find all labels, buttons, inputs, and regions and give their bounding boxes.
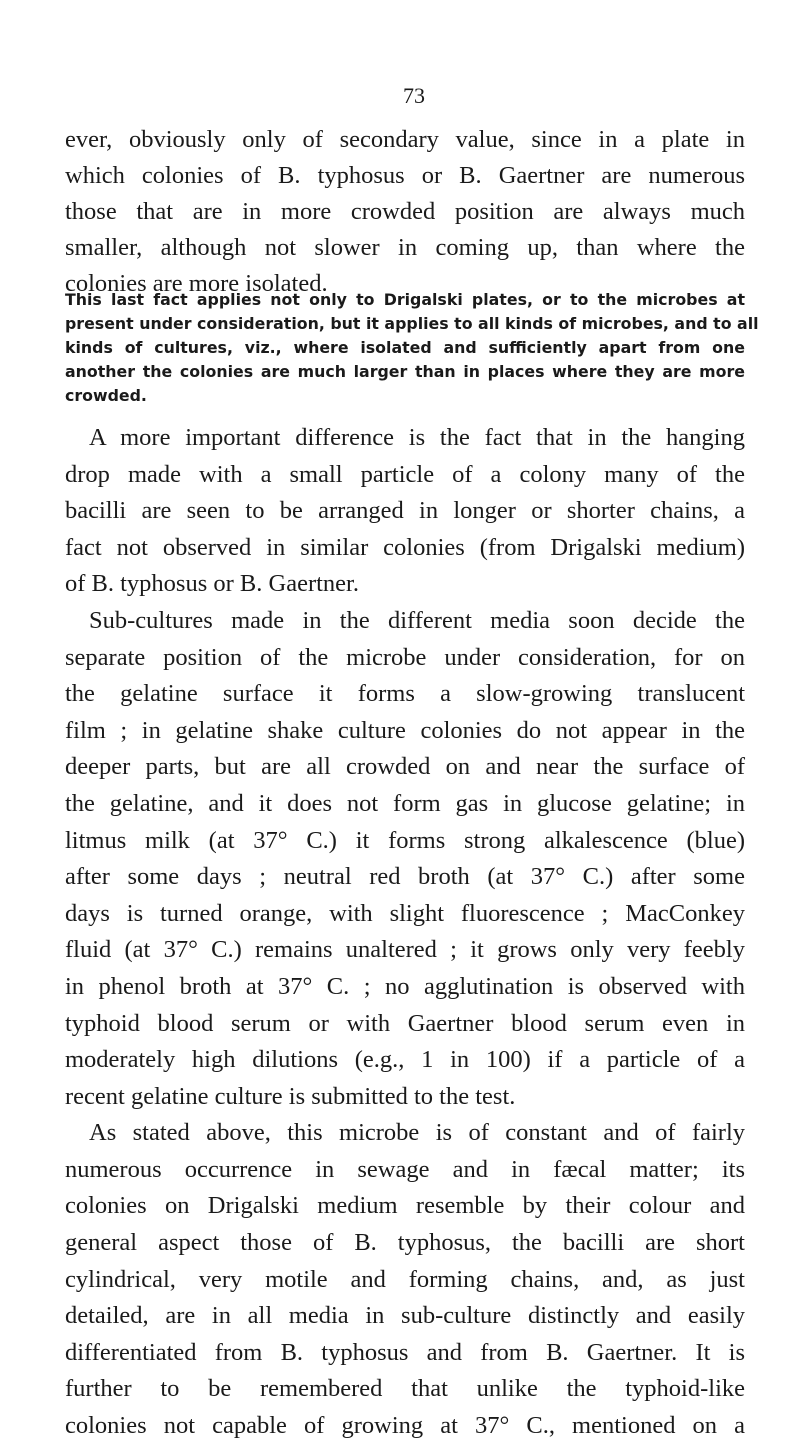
text-line: those that are in more crowded position are always much (65, 198, 745, 225)
text-line: days is turned orange, with slight fluorescence ; MacConkey (65, 899, 745, 927)
text-line: cylindrical, very motile and forming chains, and, as just (65, 1265, 745, 1293)
note-line: crowded. (65, 386, 147, 405)
text-line: moderately high dilutions (e.g., 1 in 100) if a particle of a (65, 1046, 745, 1074)
text-line: Sub-cultures made in the different media soon decide the (89, 606, 745, 634)
text-line: general aspect those of B. typhosus, the bacilli are short (65, 1229, 745, 1257)
text-line: colonies on Drigalski medium resemble by their colour and (65, 1192, 745, 1220)
text-line: deeper parts, but are all crowded on and near the surface of (65, 753, 745, 781)
text-line: drop made with a small particle of a colony many of the (65, 460, 745, 488)
text-line: colonies not capable of growing at 37° C., mentioned on a (65, 1412, 745, 1440)
text-line: separate position of the microbe under consideration, for on (65, 643, 745, 671)
text-line: detailed, are in all media in sub-culture distinctly and easily (65, 1302, 745, 1330)
note-line: present under consideration, but it applies to all kinds of microbes, and to all (65, 314, 759, 333)
main-text (65, 420, 745, 1445)
paragraph-as-stated-body (65, 1152, 745, 1445)
text-line: fluid (at 37° C.) remains unaltered ; it grows only very feebly (65, 936, 745, 964)
text-line: the gelatine, and it does not form gas in glucose gelatine; in (65, 789, 745, 817)
text-line: typhoid blood serum or with Gaertner blood serum even in (65, 1009, 745, 1037)
paragraph-hanging-drop-body (65, 457, 745, 603)
text-line: bacilli are seen to be arranged in longer or shorter chains, a (65, 497, 745, 525)
text-line: after some days ; neutral red broth (at 37° C.) after some (65, 863, 745, 891)
text-line: As stated above, this microbe is of constant and of fairly (89, 1119, 745, 1147)
text-line: fact not observed in similar colonies (from Drigalski medium) (65, 533, 745, 561)
text-line: which colonies of B. typhosus or B. Gaertner are numerous (65, 162, 745, 189)
text-line: film ; in gelatine shake culture colonies do not appear in the (65, 716, 745, 744)
text-line: numerous occurrence in sewage and in fæcal matter; its (65, 1155, 745, 1183)
note-line: This last fact applies not only to Drigalski plates, or to the microbes at (65, 290, 745, 309)
text-line: litmus milk (at 37° C.) it forms strong alkalescence (blue) (65, 826, 745, 854)
paragraph-sub-cultures-body (65, 640, 745, 1116)
note-line: another the colonies are much larger than in places where they are more (65, 362, 745, 381)
footnote-block (65, 288, 759, 408)
text-line: in phenol broth at 37° C. ; no agglutination is observed with (65, 972, 745, 1000)
paragraph-as-stated-first (65, 1115, 745, 1152)
text-line: the gelatine surface it forms a slow-growing translucent (65, 680, 745, 708)
text-line: of B. typhosus or B. Gaertner. (65, 570, 359, 598)
page-number: 73 (403, 83, 425, 108)
paragraph-continuation (65, 122, 745, 302)
text-line: further to be remembered that unlike the typhoid-like (65, 1375, 745, 1403)
note-line: kinds of cultures, viz., where isolated and sufficiently apart from one (65, 338, 745, 357)
paragraph-sub-cultures-first (65, 603, 745, 640)
text-line: differentiated from B. typhosus and from B. Gaertner. It is (65, 1338, 745, 1366)
text-line: ever, obviously only of secondary value, since in a plate in (65, 126, 745, 153)
text-line: A more important difference is the fact that in the hanging (89, 424, 745, 451)
text-line: recent gelatine culture is submitted to the test. (65, 1082, 516, 1110)
text-line: smaller, although not slower in coming up, than where the (65, 234, 745, 261)
paragraph-hanging-drop (65, 420, 745, 457)
text-line: colonies are more isolated. (65, 270, 328, 297)
